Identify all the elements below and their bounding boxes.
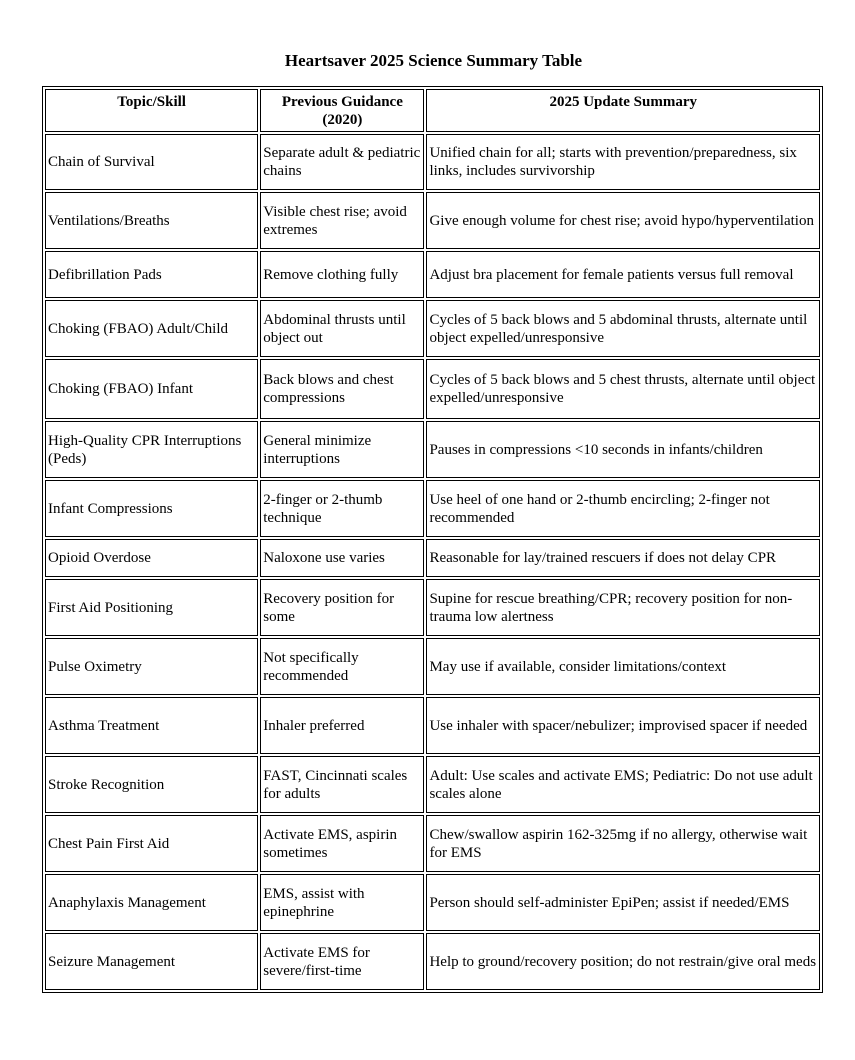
previous-guidance-cell: Not specifically recommended	[260, 638, 424, 695]
previous-guidance-cell: Abdominal thrusts until object out	[260, 300, 424, 357]
update-summary-cell: Use inhaler with spacer/nebulizer; improvised spacer if needed	[426, 697, 820, 754]
table-row	[45, 134, 820, 190]
topic-cell: Choking (FBAO) Infant	[45, 359, 258, 419]
update-summary-cell: Unified chain for all; starts with prevention/preparedness, six links, includes survivorship	[426, 134, 820, 190]
topic-cell: Defibrillation Pads	[45, 251, 258, 298]
table-row	[45, 480, 820, 537]
topic-cell: Chest Pain First Aid	[45, 815, 258, 872]
update-summary-cell: Adult: Use scales and activate EMS; Pediatric: Do not use adult scales alone	[426, 756, 820, 813]
header-update: 2025 Update Summary	[426, 89, 820, 132]
table-row	[45, 421, 820, 478]
table-row	[45, 638, 820, 695]
table-row	[45, 251, 820, 298]
table-row	[45, 874, 820, 931]
update-summary-cell: May use if available, consider limitations/context	[426, 638, 820, 695]
table-row	[45, 539, 820, 577]
topic-cell: Chain of Survival	[45, 134, 258, 190]
header-topic: Topic/Skill	[45, 89, 258, 132]
update-summary-cell: Use heel of one hand or 2-thumb encircling; 2-finger not recommended	[426, 480, 820, 537]
topic-cell: High-Quality CPR Interruptions (Peds)	[45, 421, 258, 478]
previous-guidance-cell: Remove clothing fully	[260, 251, 424, 298]
topic-cell: Stroke Recognition	[45, 756, 258, 813]
update-summary-cell: Cycles of 5 back blows and 5 chest thrusts, alternate until object expelled/unresponsive	[426, 359, 820, 419]
table-row	[45, 300, 820, 357]
update-summary-cell: Supine for rescue breathing/CPR; recovery position for non-trauma low alertness	[426, 579, 820, 636]
topic-cell: Pulse Oximetry	[45, 638, 258, 695]
table-row	[45, 756, 820, 813]
topic-cell: Infant Compressions	[45, 480, 258, 537]
update-summary-cell: Person should self-administer EpiPen; assist if needed/EMS	[426, 874, 820, 931]
previous-guidance-cell: General minimize interruptions	[260, 421, 424, 478]
previous-guidance-cell: Recovery position for some	[260, 579, 424, 636]
table-row	[45, 815, 820, 872]
topic-cell: First Aid Positioning	[45, 579, 258, 636]
header-row	[45, 89, 820, 132]
topic-cell: Seizure Management	[45, 933, 258, 990]
previous-guidance-cell: 2-finger or 2-thumb technique	[260, 480, 424, 537]
previous-guidance-cell: Back blows and chest compressions	[260, 359, 424, 419]
previous-guidance-cell: Visible chest rise; avoid extremes	[260, 192, 424, 249]
summary-table	[42, 86, 823, 993]
update-summary-cell: Chew/swallow aspirin 162-325mg if no allergy, otherwise wait for EMS	[426, 815, 820, 872]
previous-guidance-cell: Inhaler preferred	[260, 697, 424, 754]
topic-cell: Ventilations/Breaths	[45, 192, 258, 249]
topic-cell: Choking (FBAO) Adult/Child	[45, 300, 258, 357]
previous-guidance-cell: Naloxone use varies	[260, 539, 424, 577]
update-summary-cell: Cycles of 5 back blows and 5 abdominal thrusts, alternate until object expelled/unresponsive	[426, 300, 820, 357]
topic-cell: Asthma Treatment	[45, 697, 258, 754]
update-summary-cell: Help to ground/recovery position; do not restrain/give oral meds	[426, 933, 820, 990]
table-row	[45, 359, 820, 419]
previous-guidance-cell: Activate EMS for severe/first-time	[260, 933, 424, 990]
table-row	[45, 697, 820, 754]
update-summary-cell: Give enough volume for chest rise; avoid hypo/hyperventilation	[426, 192, 820, 249]
table-row	[45, 933, 820, 990]
table-row	[45, 579, 820, 636]
document-title: Heartsaver 2025 Science Summary Table	[284, 51, 583, 70]
update-summary-cell: Pauses in compressions <10 seconds in infants/children	[426, 421, 820, 478]
topic-cell: Opioid Overdose	[45, 539, 258, 577]
previous-guidance-cell: FAST, Cincinnati scales for adults	[260, 756, 424, 813]
table-row	[45, 192, 820, 249]
previous-guidance-cell: EMS, assist with epinephrine	[260, 874, 424, 931]
update-summary-cell: Reasonable for lay/trained rescuers if does not delay CPR	[426, 539, 820, 577]
previous-guidance-cell: Separate adult & pediatric chains	[260, 134, 424, 190]
previous-guidance-cell: Activate EMS, aspirin sometimes	[260, 815, 424, 872]
update-summary-cell: Adjust bra placement for female patients versus full removal	[426, 251, 820, 298]
header-previous: Previous Guidance (2020)	[260, 89, 424, 132]
topic-cell: Anaphylaxis Management	[45, 874, 258, 931]
